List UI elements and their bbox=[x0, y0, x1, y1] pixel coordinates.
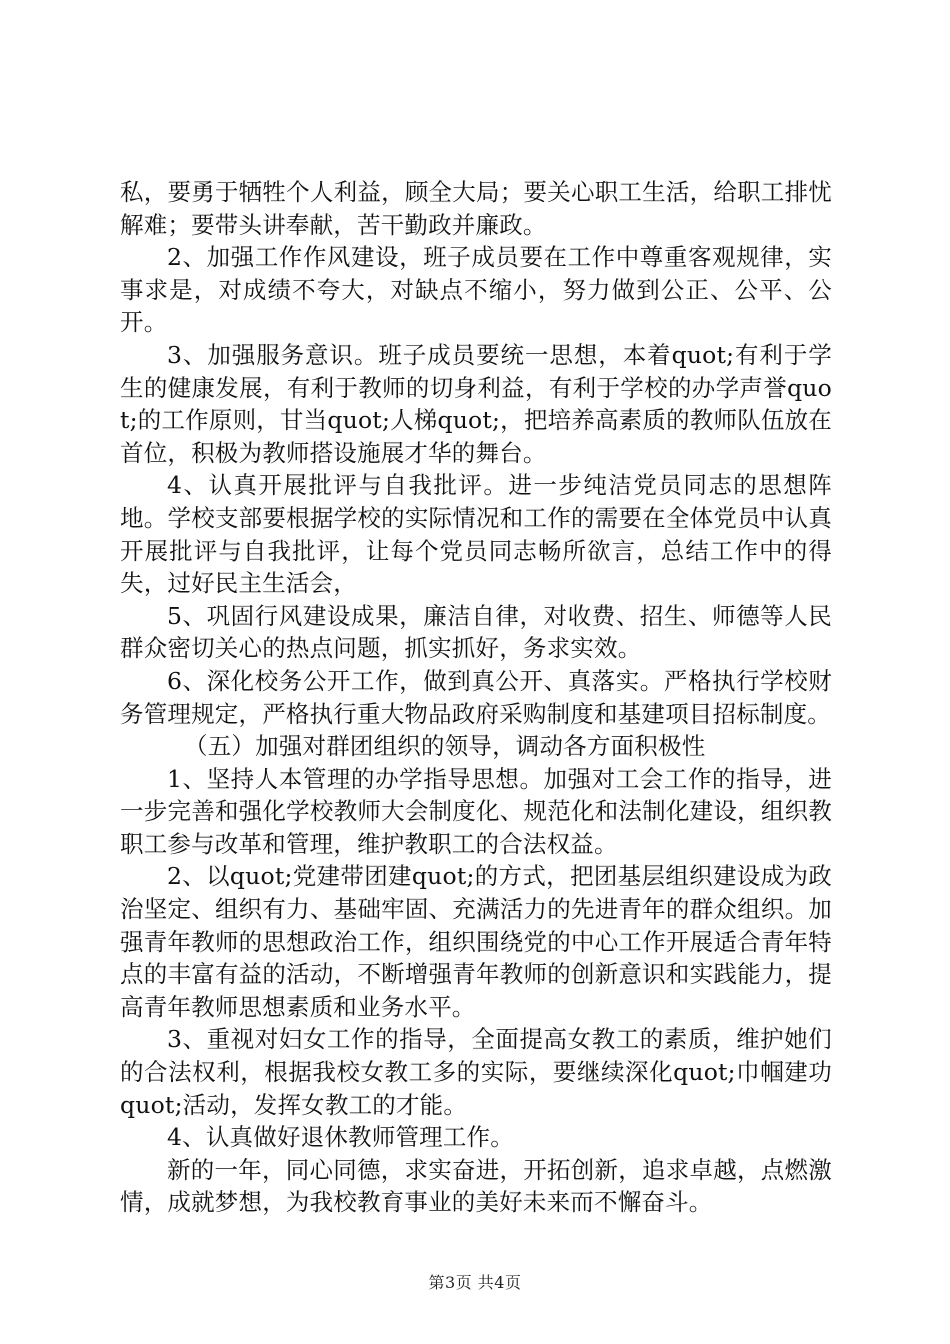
section-heading-5: （五）加强对群团组织的领导，调动各方面积极性 bbox=[184, 732, 706, 761]
paragraph-item-4: 4、认真开展批评与自我批评。进一步纯洁党员同志的思想阵地。学校支部要根据学校的实际情况和工作的需要在全体党员中认真开展批评与自我批评，让每个党员同志畅所欲言，总结工作中的得失，过好民主生活会， bbox=[120, 471, 832, 598]
paragraph-item-6: 6、深化校务公开工作，做到真公开、真落实。严格执行学校财务管理规定，严格执行重大物品政府采购制度和基建项目招标制度。 bbox=[120, 666, 832, 728]
paragraph-closing: 新的一年，同心同德，求实奋进，开拓创新，追求卓越，点燃激情，成就梦想，为我校教育事业的美好未来而不懈奋斗。 bbox=[120, 1155, 832, 1217]
document-body bbox=[120, 176, 832, 1219]
paragraph-item-5: 5、巩固行风建设成果，廉洁自律，对收费、招生、师德等人民群众密切关心的热点问题，抓实抓好，务求实效。 bbox=[120, 601, 832, 663]
paragraph-section5-item-3: 3、重视对妇女工作的指导，全面提高女教工的素质，维护她们的合法权利，根据我校女教工多的实际，要继续深化quot;巾帼建功quot;活动，发挥女教工的才能。 bbox=[120, 1025, 832, 1119]
paragraph-section5-item-4: 4、认真做好退休教师管理工作。 bbox=[167, 1123, 514, 1152]
page-footer: 第3页 共4页 bbox=[428, 1273, 522, 1292]
paragraph-section5-item-2: 2、以quot;党建带团建quot;的方式，把团基层组织建设成为政治坚定、组织有力、基础牢固、充满活力的先进青年的群众组织。加强青年教师的思想政治工作，组织围绕党的中心工作开展适合青年特点的丰富有益的活动，不断增强青年教师的创新意识和实践能力，提高青年教师思想素质和业务水平。 bbox=[120, 862, 832, 1021]
paragraph-item-2: 2、加强工作作风建设，班子成员要在工作中尊重客观规律，实事求是，对成绩不夸大，对缺点不缩小，努力做到公正、公平、公开。 bbox=[120, 243, 832, 337]
paragraph-section5-item-1: 1、坚持人本管理的办学指导思想。加强对工会工作的指导，进一步完善和强化学校教师大会制度化、规范化和法制化建设，组织教职工参与改革和管理，维护教职工的合法权益。 bbox=[120, 764, 832, 858]
paragraph-continuation: 私，要勇于牺牲个人利益，顾全大局；要关心职工生活，给职工排忧解难；要带头讲奉献，苦干勤政并廉政。 bbox=[120, 178, 832, 239]
paragraph-item-3: 3、加强服务意识。班子成员要统一思想，本着quot;有利于学生的健康发展，有利于教师的切身利益，有利于学校的办学声誉quot;的工作原则，甘当quot;人梯quot;，把培养高素质的教师队伍放在首位，积极为教师搭设施展才华的舞台。 bbox=[120, 340, 832, 467]
